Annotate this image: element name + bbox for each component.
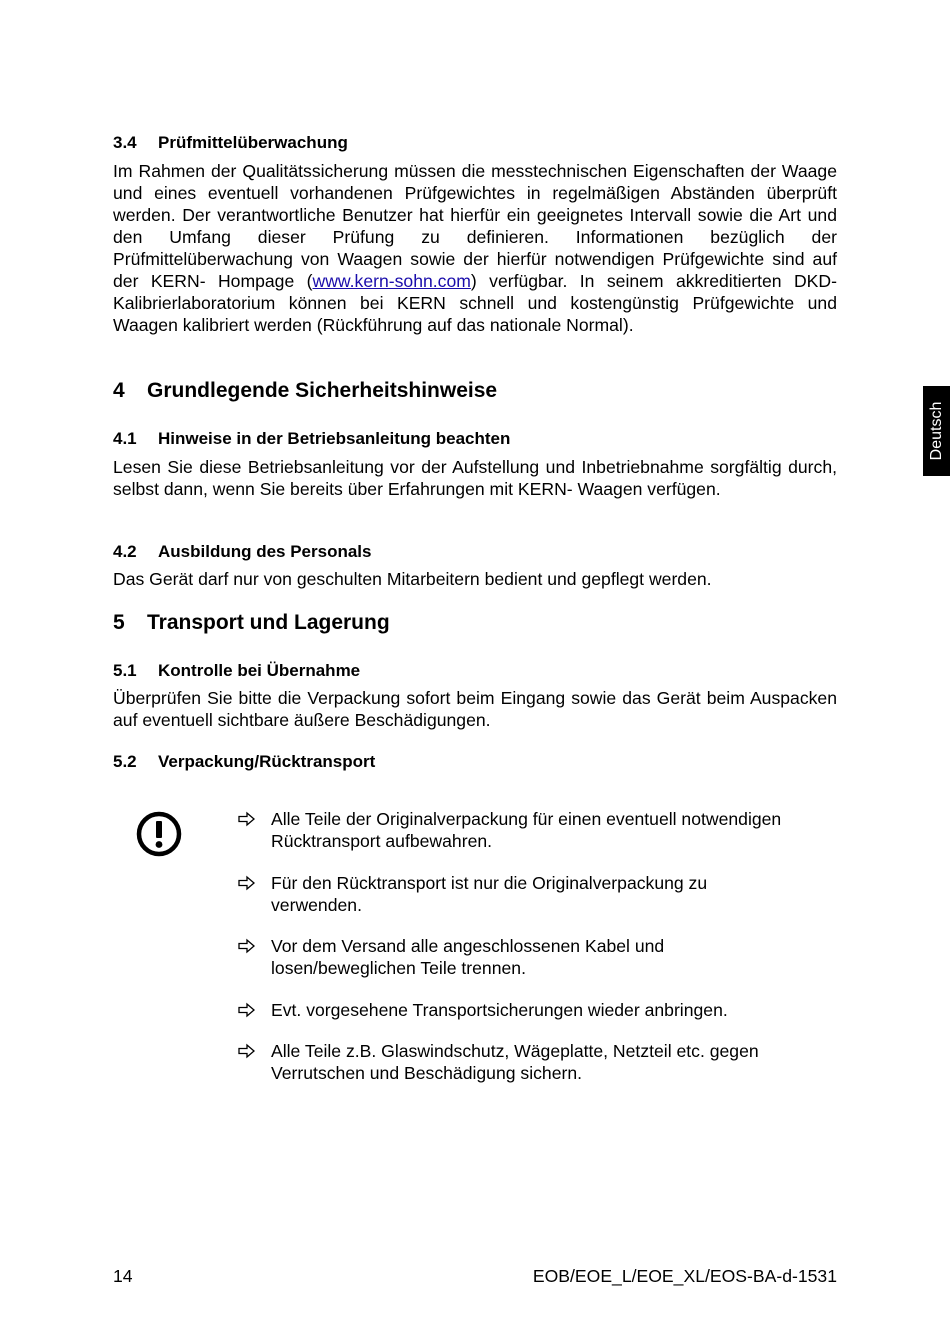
list-item-text: Für den Rücktransport ist nur die Originalverpackung zu verwenden. bbox=[271, 873, 708, 915]
paragraph-4-1: Lesen Sie diese Betriebsanleitung vor der Aufstellung und Inbetriebnahme sorgfältig durch, selbst dann, wenn Sie bereits über Erfahrungen mit KERN- Waagen verfügen. bbox=[113, 457, 837, 499]
section-number: 5.1 bbox=[113, 661, 137, 680]
list-item-text: Alle Teile der Originalverpackung für einen eventuell notwendigen Rücktransport aufbewahren. bbox=[271, 809, 782, 851]
chapter-title: Grundlegende Sicherheitshinweise bbox=[147, 379, 498, 402]
section-title: Hinweise in der Betriebsanleitung beachten bbox=[158, 429, 511, 448]
document-id: EOB/EOE_L/EOE_XL/EOS-BA-d-1531 bbox=[532, 1266, 837, 1286]
list-item-text: Alle Teile z.B. Glaswindschutz, Wägeplatte, Netzteil etc. gegen Verrutschen und Beschädigung sichern. bbox=[271, 1041, 759, 1083]
paragraph-5-1: Überprüfen Sie bitte die Verpackung sofort beim Eingang sowie das Gerät beim Auspacken auf eventuell sichtbare äußere Beschädigungen. bbox=[113, 688, 837, 730]
hollow-arrow-right-icon bbox=[237, 873, 257, 893]
section-number: 3.4 bbox=[113, 133, 137, 152]
section-title: Kontrolle bei Übernahme bbox=[158, 661, 361, 680]
chapter-number: 5 bbox=[113, 611, 125, 634]
section-number: 4.2 bbox=[113, 542, 137, 561]
chapter-number: 4 bbox=[113, 379, 125, 402]
language-side-tab bbox=[923, 386, 950, 476]
heading-5-2 bbox=[113, 751, 375, 773]
list-item-text: Evt. vorgesehene Transportsicherungen wieder anbringen. bbox=[271, 1000, 728, 1020]
section-title: Ausbildung des Personals bbox=[158, 542, 372, 561]
heading-4 bbox=[113, 378, 497, 404]
language-label: Deutsch bbox=[927, 401, 945, 461]
hollow-arrow-right-icon bbox=[237, 809, 257, 829]
list-item-text: Vor dem Versand alle angeschlossenen Kabel und losen/beweglichen Teile trennen. bbox=[271, 936, 665, 978]
chapter-title: Transport und Lagerung bbox=[147, 611, 390, 634]
paragraph-text: ) verfügbar. In seinem akkreditierten DKD- Kalibrierlaboratorium können bei KERN schnell und kostengünstig Prüfgewichte und Waagen kalibriert werden (Rückführung auf das nationale Normal). bbox=[113, 271, 837, 335]
hollow-arrow-right-icon bbox=[237, 936, 257, 956]
section-number: 5.2 bbox=[113, 752, 137, 771]
paragraph-text: Im Rahmen der Qualitätssicherung müssen die messtechnischen Eigenschaften der Waage und eines eventuell vorhandenen Prüfgewichtes in regelmäßigen Abständen überprüft werden. Der verantwortliche Benutzer hat hierfür ein geeignetes Intervall sowie die Art und den Umfang dieser Prüfung zu definieren. Informationen bezüglich der Prüfmittelüberwachung von Waagen sowie der hierfür notwendigen Prüfgewichte sind auf der KERN- Hompage ( bbox=[113, 161, 837, 291]
heading-4-2 bbox=[113, 541, 372, 563]
section-title: Verpackung/Rücktransport bbox=[158, 752, 376, 771]
heading-5-1 bbox=[113, 660, 360, 682]
paragraph-3-4 bbox=[113, 160, 837, 336]
hollow-arrow-right-icon bbox=[237, 1041, 257, 1061]
kern-website-link[interactable]: www.kern-sohn.com bbox=[312, 271, 471, 291]
heading-3-4 bbox=[113, 132, 348, 154]
section-number: 4.1 bbox=[113, 429, 137, 448]
section-title: Prüfmittelüberwachung bbox=[158, 133, 348, 152]
paragraph-4-2: Das Gerät darf nur von geschulten Mitarbeitern bedient und gepflegt werden. bbox=[113, 569, 712, 589]
hollow-arrow-right-icon bbox=[237, 1000, 257, 1020]
heading-5 bbox=[113, 610, 390, 636]
page-number: 14 bbox=[113, 1266, 133, 1286]
exclamation-circle-icon bbox=[135, 810, 183, 858]
heading-4-1 bbox=[113, 428, 510, 450]
